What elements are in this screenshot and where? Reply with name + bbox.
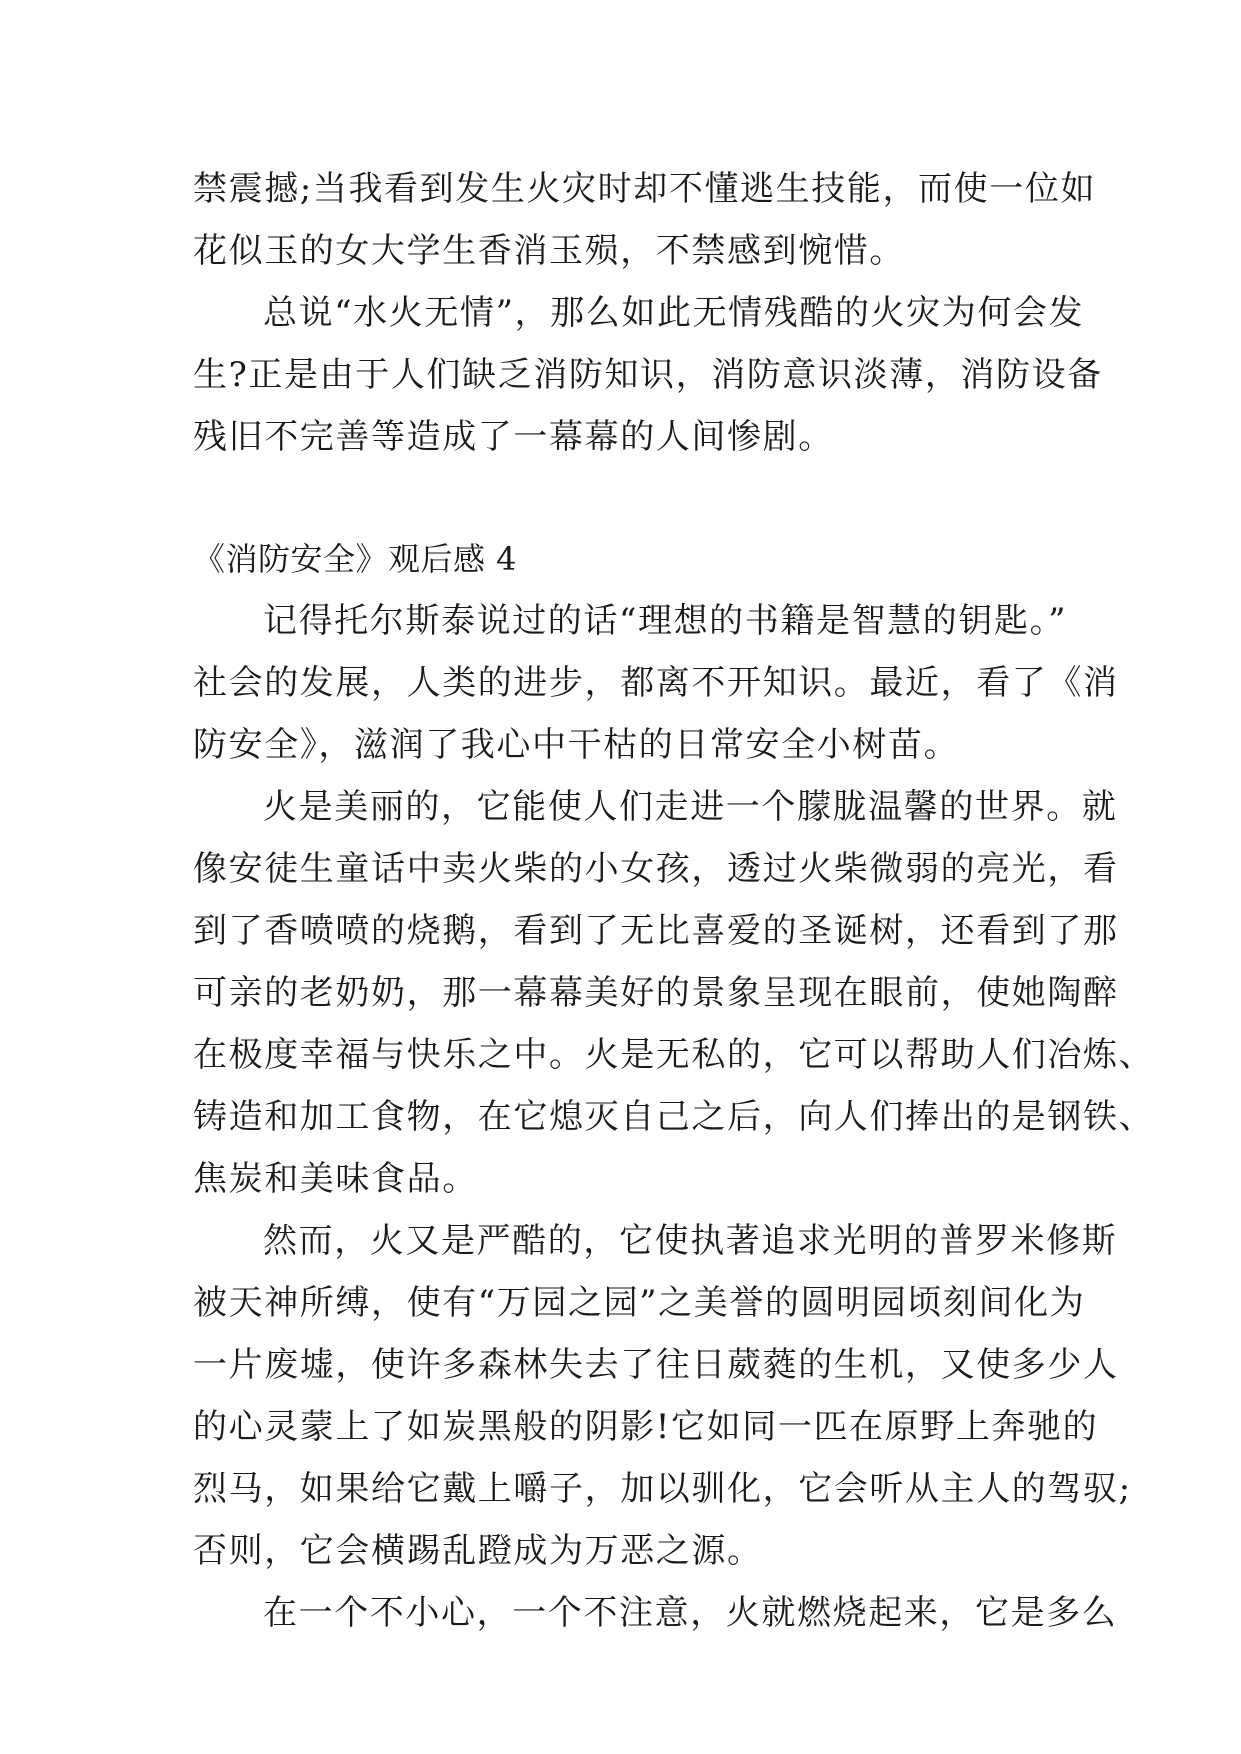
text-line: 到了香喷喷的烧鹅，看到了无比喜爱的圣诞树，还看到了那: [193, 911, 1119, 951]
text-line: 残旧不完善等造成了一幕幕的人间惨剧。: [193, 417, 834, 457]
paragraph: [193, 282, 1103, 468]
section-gap: [193, 468, 1053, 528]
document-page: [193, 158, 1155, 1644]
text-line: 的心灵蒙上了如炭黑般的阴影!它如同一匹在原野上奔驰的: [193, 1407, 1099, 1447]
text-line: 禁震撼;当我看到发生火灾时却不懂逃生技能，而使一位如: [193, 169, 1097, 209]
paragraph: [193, 590, 1119, 776]
text-line: 花似玉的女大学生香消玉殒，不禁感到惋惜。: [193, 231, 905, 271]
text-line: 烈马，如果给它戴上嚼子，加以驯化，它会听从主人的驾驭;: [193, 1469, 1132, 1509]
text-line: 像安徒生童话中卖火柴的小女孩，透过火柴微弱的亮光，看: [193, 849, 1119, 889]
text-line: 总说“水火无情”，那么如此无情残酷的火灾为何会发: [263, 293, 1085, 333]
text-line: 社会的发展，人类的进步，都离不开知识。最近，看了《消: [193, 663, 1119, 703]
paragraph: [193, 1582, 1118, 1644]
text-line: 否则，它会横踢乱蹬成为万恶之源。: [193, 1531, 763, 1571]
text-line: 在极度幸福与快乐之中。火是无私的，它可以帮助人们冶炼、: [193, 1035, 1155, 1075]
section-title: 《消防安全》观后感 4: [193, 540, 518, 578]
text-line: 防安全》，滋润了我心中干枯的日常安全小树苗。: [193, 725, 960, 765]
paragraph-continued: [193, 158, 1097, 282]
text-line: 焦炭和美味食品。: [193, 1159, 478, 1199]
paragraph: [193, 1210, 1132, 1582]
text-line: 可亲的老奶奶，那一幕幕美好的景象呈现在眼前，使她陶醉: [193, 973, 1119, 1013]
text-line: 铸造和加工食物，在它熄灭自己之后，向人们捧出的是钢铁、: [193, 1097, 1155, 1137]
text-line: 被天神所缚，使有“万园之园”之美誉的圆明园顷刻间化为: [193, 1283, 1086, 1323]
text-line: 生?正是由于人们缺乏消防知识，消防意识淡薄，消防设备: [193, 355, 1103, 395]
text-line: 在一个不小心，一个不注意，火就燃烧起来，它是多么: [263, 1593, 1118, 1633]
text-line: 火是美丽的，它能使人们走进一个朦胧温馨的世界。就: [263, 787, 1118, 827]
text-line: 然而，火又是严酷的，它使执著追求光明的普罗米修斯: [263, 1221, 1118, 1261]
text-line: 一片废墟，使许多森林失去了往日葳蕤的生机，又使多少人: [193, 1345, 1119, 1385]
text-line: 记得托尔斯泰说过的话“理想的书籍是智慧的钥匙。”: [263, 601, 1068, 641]
paragraph: [193, 776, 1155, 1210]
